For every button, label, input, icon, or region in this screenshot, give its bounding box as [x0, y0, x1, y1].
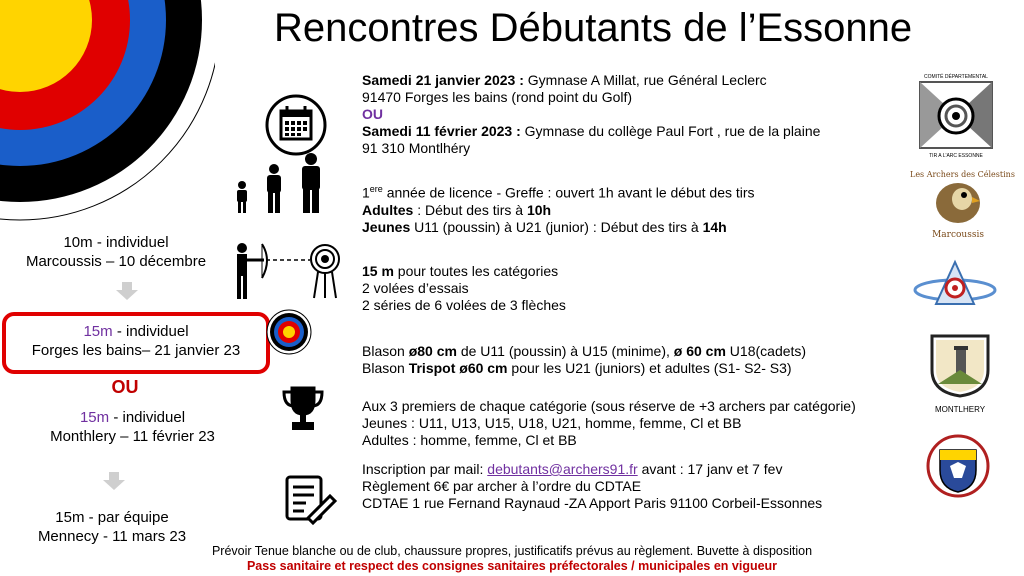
- stage-4-place: Mennecy - 11 mars 23: [37, 528, 187, 545]
- distance-categories: pour toutes les catégories: [393, 263, 559, 279]
- archer-icon: [228, 240, 346, 300]
- stage-4: [0, 508, 224, 546]
- youth-label: Jeunes: [362, 218, 411, 235]
- schedule-sup: ere: [369, 184, 383, 194]
- celestins-logo-bottom: Marcoussis: [932, 230, 984, 240]
- montlhery-logo: [924, 334, 996, 412]
- target-label-2: Blason: [362, 360, 409, 376]
- cdtae-emblem-icon: [918, 80, 994, 150]
- target-icon: [266, 309, 312, 355]
- target-size-60: ø 60 cm: [673, 343, 726, 359]
- target-label: Blason: [362, 343, 409, 359]
- venue-1: Gymnase A Millat, rue Général Leclerc: [523, 72, 767, 88]
- stage-3-distance: 15m: [79, 409, 110, 426]
- stage-2-place: Forges les bains– 21 janvier 23: [31, 342, 241, 359]
- celestins-logo: [910, 170, 1015, 244]
- payment-info: Règlement 6€ par archer à l’ordre du CDTAE: [362, 478, 642, 494]
- youth-start: U11 (poussin) à U21 (junior) : Début des tirs à: [410, 218, 703, 235]
- youth-time: 14h: [702, 218, 727, 235]
- trispot-size: Trispot ø60 cm: [408, 360, 508, 376]
- club-emblem-icon: [912, 258, 998, 316]
- registration-email-link[interactable]: debutants@archers91.fr: [487, 461, 638, 477]
- date-2: Samedi 11 février 2023 :: [362, 123, 521, 139]
- trispot-categories: pour les U21 (juniors) et adultes (S1- S2- S3): [507, 360, 792, 376]
- awards-youth: Jeunes : U11, U13, U15, U18, U21, homme, femme, Cl et BB: [362, 415, 742, 431]
- arrow-down-icon: [116, 282, 138, 300]
- target-size-80: ø80 cm: [408, 343, 457, 359]
- cdtae-address: CDTAE 1 rue Fernand Raynaud -ZA Apport Paris 91100 Corbeil-Essonnes: [362, 495, 823, 511]
- registration-form-icon: [284, 474, 338, 526]
- stage-2-distance: 15m: [83, 323, 113, 340]
- targets-block: [362, 343, 806, 377]
- stage-3-type: - individuel: [109, 409, 186, 426]
- falcon-icon: [910, 179, 1006, 225]
- registration-block: [362, 461, 822, 512]
- awards-block: [362, 398, 856, 449]
- stage-1-type: 10m - individuel: [63, 234, 169, 251]
- practice-ends: 2 volées d’essais: [362, 280, 469, 296]
- mennecy-crest-icon: [926, 434, 990, 498]
- trophy-icon: [280, 384, 326, 434]
- people-icon: [232, 152, 328, 214]
- target-categories-1: de U11 (poussin) à U15 (minime),: [456, 343, 674, 359]
- arrow-down-icon: [103, 472, 125, 490]
- adults-time: 10h: [526, 201, 552, 218]
- stage-1: [0, 233, 232, 271]
- dates-or: OU: [362, 106, 383, 122]
- schedule-block: [362, 181, 755, 236]
- registration-deadline: avant : 17 janv et 7 fev: [637, 461, 783, 477]
- footer-notice: Prévoir Tenue blanche ou de club, chaussure propres, justificatifs prévus au règlement. Buvette à disposition: [211, 544, 813, 558]
- awards-rule: Aux 3 premiers de chaque catégorie (sous réserve de +3 archers par catégorie): [362, 398, 856, 414]
- venue-2: Gymnase du collège Paul Fort , rue de la plaine: [520, 123, 821, 139]
- footer-sanitary-notice: Pass sanitaire et respect des consignes sanitaires préfectorales / municipales en vigueur: [246, 559, 778, 573]
- stage-3-place: Monthlery – 11 février 23: [50, 428, 215, 445]
- adults-start: : Début des tirs à: [413, 201, 527, 218]
- or-separator: OU: [111, 377, 139, 397]
- cdtae-logo: [918, 74, 994, 158]
- stage-2: [0, 322, 272, 360]
- distance-block: [362, 263, 566, 314]
- page-title: Rencontres Débutants de l’Essonne: [274, 6, 913, 50]
- series-info: 2 séries de 6 volées de 3 flèches: [362, 297, 566, 313]
- montlhery-label: MONTLHERY: [934, 405, 986, 414]
- schedule-license-year: 1: [362, 184, 370, 201]
- stage-4-type: 15m - par équipe: [55, 509, 169, 526]
- stage-2-type: - individuel: [112, 323, 189, 340]
- target-categories-2: U18(cadets): [725, 343, 807, 359]
- schedule-registry: année de licence - Greffe : ouvert 1h avant le début des tirs: [382, 184, 755, 201]
- montlhery-shield-icon: [924, 334, 996, 398]
- celestins-logo-top: Les Archers des Célestins: [910, 170, 1015, 179]
- archery-target-decoration: [0, 0, 215, 222]
- dates-block: [362, 72, 820, 157]
- registration-label: Inscription par mail:: [362, 461, 488, 477]
- cdtae-logo-bottom: TIR A L'ARC ESSONNE: [929, 153, 983, 159]
- date-1: Samedi 21 janvier 2023 :: [362, 72, 524, 88]
- venue-1-address: 91470 Forges les bains (rond point du Golf): [362, 89, 633, 105]
- cdtae-logo-top: COMITÉ DÉPARTEMENTAL: [924, 74, 988, 80]
- calendar-icon: [265, 94, 327, 156]
- distance-value: 15 m: [362, 263, 394, 279]
- adults-label: Adultes: [362, 201, 414, 218]
- stage-3: [0, 408, 265, 446]
- venue-2-address: 91 310 Montlhéry: [362, 140, 471, 156]
- awards-adults: Adultes : homme, femme, Cl et BB: [362, 432, 577, 448]
- stage-1-place: Marcoussis – 10 décembre: [25, 253, 207, 270]
